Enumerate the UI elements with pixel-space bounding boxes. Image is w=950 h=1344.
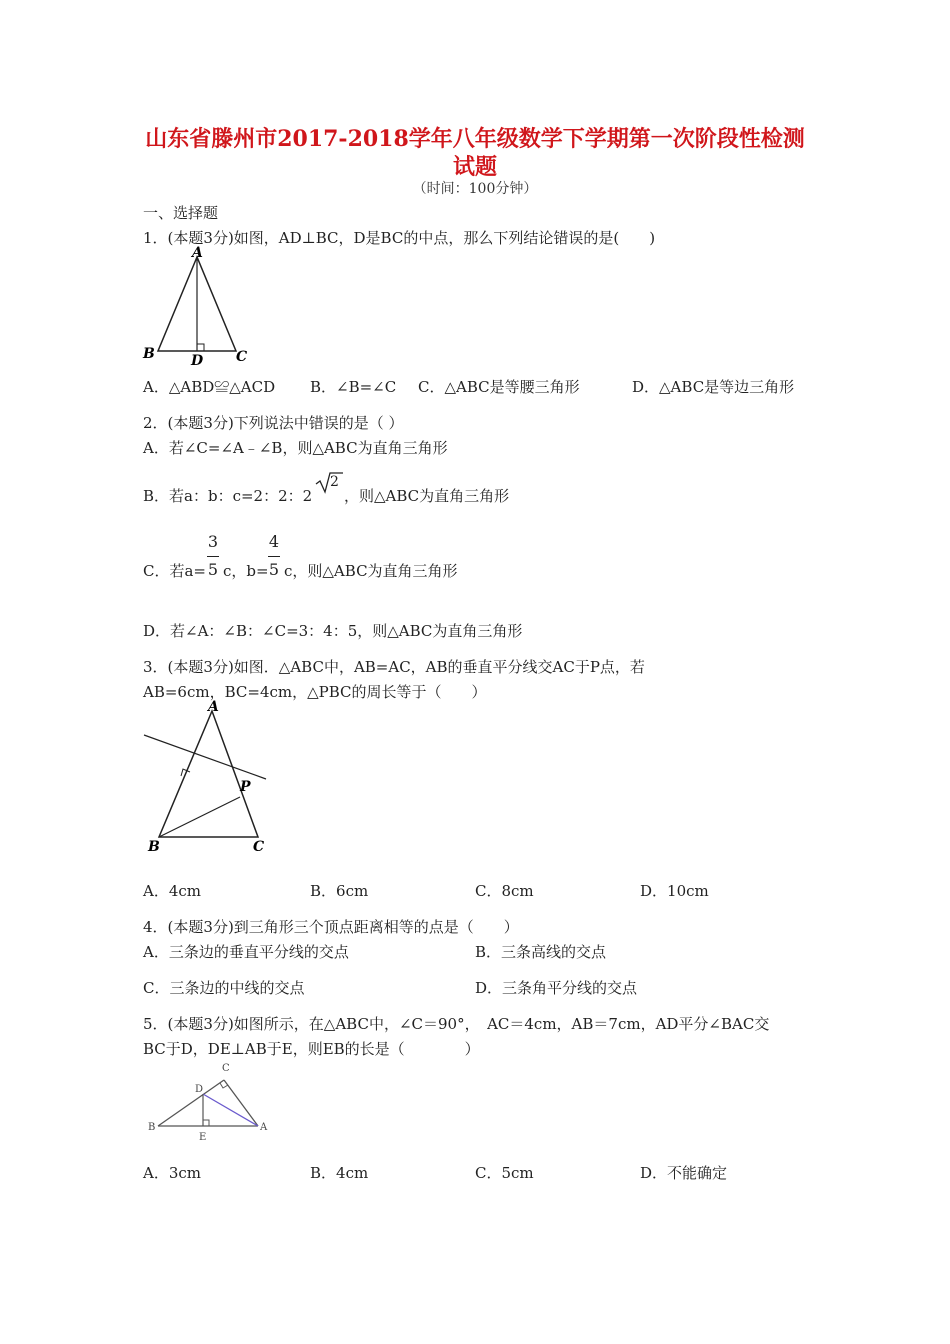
figure-label-c: C [236, 349, 248, 365]
question-2-stem: 2．(本题3分)下列说法中错误的是（ ） [143, 414, 404, 432]
question-2-option-a: A．若∠C=∠A﹣∠B，则△ABC为直角三角形 [143, 439, 448, 457]
question-5-option-a: A．3cm [143, 1164, 202, 1182]
figure-label-a: A [260, 1122, 268, 1133]
question-3-figure [140, 697, 270, 857]
question-5-option-b: B．4cm [310, 1164, 369, 1182]
sqrt-symbol [314, 470, 344, 496]
question-4-option-d: D．三条角平分线的交点 [475, 979, 638, 997]
time-note: （时间：100分钟） [412, 181, 538, 197]
question-4-option-a: A．三条边的垂直平分线的交点 [143, 943, 349, 961]
question-3-stem-line1: 3．(本题3分)如图．△ABC中，AB=AC，AB的垂直平分线交AC于P点，若 [143, 658, 645, 676]
question-3-option-c: C．8cm [475, 882, 534, 900]
question-2-option-c-rest: c，则△ABC为直角三角形 [284, 562, 458, 580]
question-4-option-c: C．三条边的中线的交点 [143, 979, 305, 997]
question-5-option-d: D．不能确定 [640, 1164, 728, 1182]
question-2-option-b: B．若a：b：c=2：2：2 [143, 487, 313, 505]
figure-label-d: D [195, 1084, 204, 1095]
question-1-option-d: D．△ABC是等边三角形 [632, 378, 795, 396]
section-heading: 一、选择题 [143, 204, 219, 222]
figure-label-p: P [240, 779, 251, 795]
question-5-stem-line2: BC于D，DE⊥AB于E，则EB的长是（ ） [143, 1040, 480, 1058]
figure-label-a: A [208, 699, 219, 715]
question-3-stem-line2: AB=6cm，BC=4cm，△PBC的周长等于（ ） [143, 683, 487, 701]
question-3-option-d: D．10cm [640, 882, 709, 900]
question-2-option-c: C．若a= [143, 562, 206, 580]
question-5-stem-line1: 5．(本题3分)如图所示，在△ABC中，∠C＝90°， AC＝4cm，AB＝7cm，AD平分∠BAC交 [143, 1015, 770, 1033]
sqrt-radicand: 2 [330, 474, 339, 490]
figure-label-c: C [222, 1063, 230, 1074]
fraction-1-numerator: 3 [207, 532, 219, 551]
figure-label-b: B [148, 1122, 156, 1133]
figure-label-b: B [143, 346, 155, 362]
question-5-option-c: C．5cm [475, 1164, 534, 1182]
question-2-option-b-rest: ，则△ABC为直角三角形 [344, 487, 510, 505]
fraction-1-bar [207, 556, 219, 557]
figure-label-c: C [253, 839, 265, 855]
question-3-option-a: A．4cm [143, 882, 202, 900]
question-5-figure [140, 1058, 275, 1143]
figure-label-d: D [191, 353, 204, 369]
figure-label-a: A [192, 245, 203, 261]
question-2-option-d: D．若∠A：∠B：∠C=3：4：5，则△ABC为直角三角形 [143, 622, 523, 640]
fraction-1-denominator: 5 [207, 560, 219, 579]
question-1-stem: 1．(本题3分)如图，AD⊥BC，D是BC的中点，那么下列结论错误的是( ) [143, 229, 656, 247]
fraction-2-bar [268, 556, 280, 557]
question-4-stem: 4．(本题3分)到三角形三个顶点距离相等的点是（ ） [143, 918, 519, 936]
question-3-option-b: B．6cm [310, 882, 369, 900]
question-4-option-b: B．三条高线的交点 [475, 943, 607, 961]
page-title: 山东省滕州市2017-2018学年八年级数学下学期第一次阶段性检测 [145, 126, 805, 152]
question-1-option-c: C．△ABC是等腰三角形 [418, 378, 580, 396]
question-2-option-c-mid: c，b= [223, 562, 269, 580]
figure-label-b: B [148, 839, 160, 855]
fraction-2-denominator: 5 [268, 560, 280, 579]
figure-label-e: E [199, 1132, 207, 1143]
question-1-option-b: B．∠B=∠C [310, 378, 397, 396]
question-1-option-a: A．△ABD≌△ACD [143, 378, 276, 396]
page-title-line2: 试题 [452, 154, 497, 180]
question-1-figure [140, 245, 260, 370]
fraction-2-numerator: 4 [268, 532, 280, 551]
